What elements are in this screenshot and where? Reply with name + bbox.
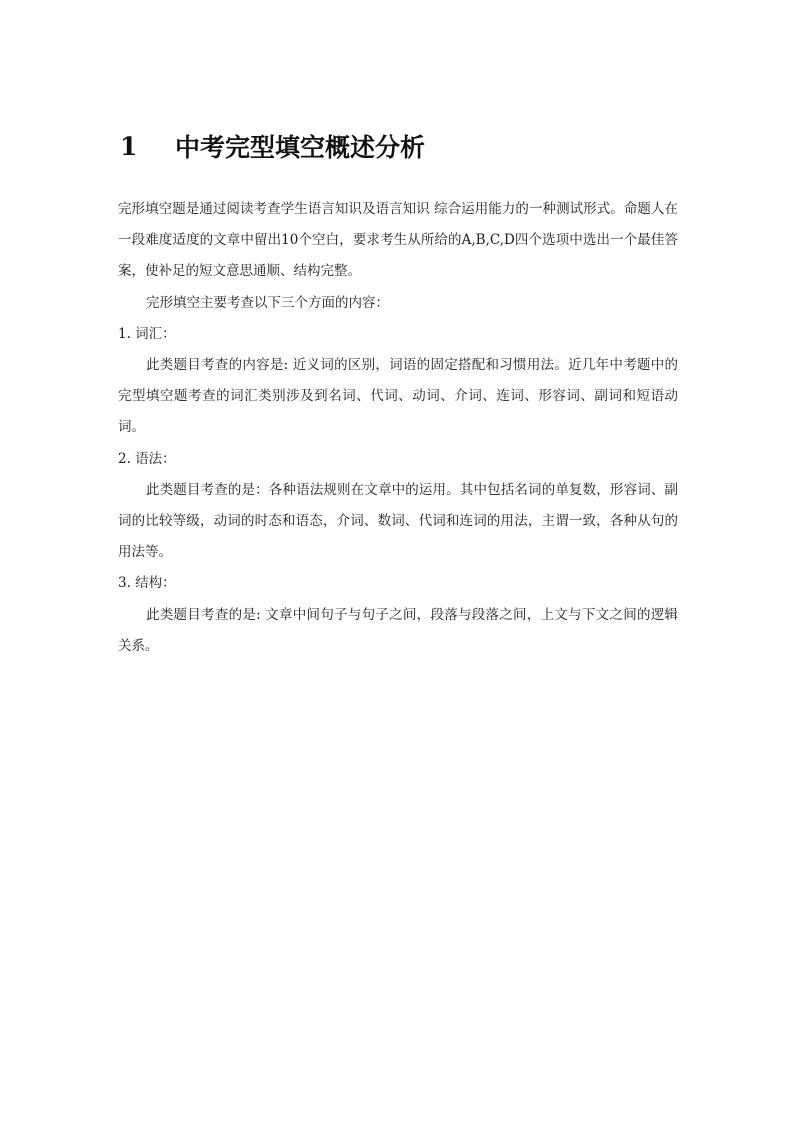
structure-heading: 3. 结构： <box>118 575 176 592</box>
document-body <box>118 194 678 662</box>
section-title: 中考完型填空概述分析 <box>175 133 426 162</box>
grammar-heading: 2. 语法： <box>118 450 176 467</box>
section-heading <box>120 128 425 164</box>
structure-paragraph: 此类题目考查的是: 文章中间句子与句子之间，段落与段落之间，上文与下文之间的逻辑关系。 <box>118 606 678 654</box>
vocab-paragraph: 此类题目考查的内容是: 近义词的区别，词语的固定搭配和习惯用法。近几年中考题中的完型填空题考查的词汇类别涉及到名词、代词、动词、介词、连词、形容词、副词和短语动词。 <box>118 357 678 436</box>
intro-paragraph: 完形填空题是通过阅读考查学生语言知识及语言知识 综合运用能力的一种测试形式。命题人在一段难度适度的文章中留出10个空白，要求考生从所给的A,B,C,D四个选项中选出一个最佳答案，使补足的短文意思通顺、结构完整。 <box>118 201 678 280</box>
section-number: 1 <box>120 131 138 161</box>
overview-paragraph: 完形填空主要考查以下三个方面的内容： <box>146 294 389 311</box>
grammar-paragraph: 此类题目考查的是：各种语法规则在文章中的运用。其中包括名词的单复数，形容词、副词的比较等级，动词的时态和语态，介词、数词、代词和连词的用法，主谓一致，各种从句的用法等。 <box>118 481 678 561</box>
vocab-heading: 1. 词汇： <box>118 325 176 342</box>
